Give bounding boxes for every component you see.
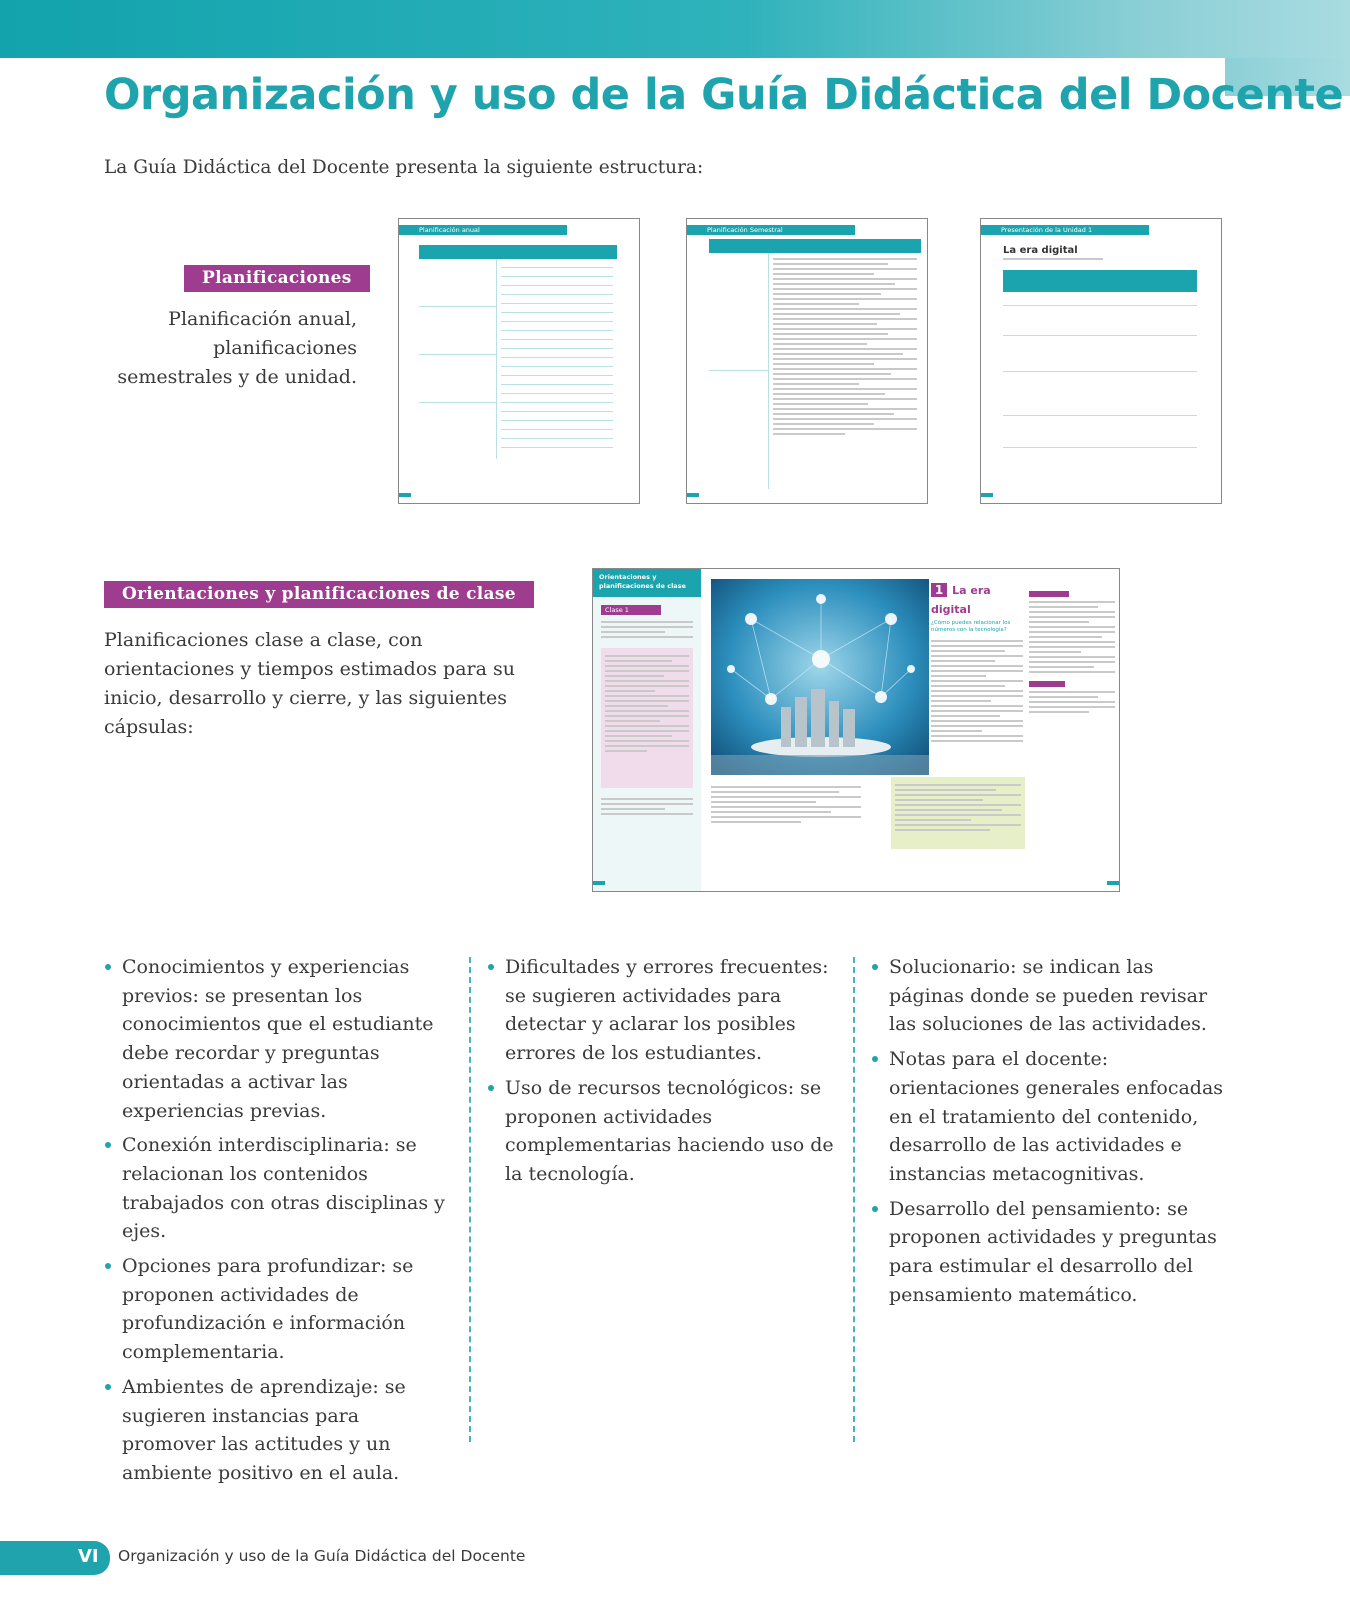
bullet-dificultades-errores: Dificultades y errores frecuentes: se sugieren actividades para detectar y aclarar los posibles errores de los estudiantes.: [487, 953, 837, 1068]
column-divider-2: [853, 957, 855, 1442]
thumbnail-presentacion-unidad: [980, 218, 1222, 504]
bullet-column-1: [104, 953, 454, 1494]
spread-right-column: [1029, 591, 1115, 716]
thumbnail-title: Presentación de la Unidad 1: [981, 225, 1149, 235]
planificaciones-description: Planificación anual, planificaciones semestrales y de unidad.: [117, 308, 357, 388]
spread-unit-heading: [931, 579, 1023, 745]
page-number: VI: [78, 1546, 99, 1567]
bullet-column-3: [871, 953, 1226, 1315]
page-title: Organización y uso de la Guía Didáctica del Docente: [104, 70, 1344, 120]
bullet-solucionario: Solucionario: se indican las páginas donde se pueden revisar las soluciones de las actividades.: [871, 953, 1226, 1039]
planificaciones-badge: Planificaciones: [184, 265, 370, 292]
spread-left-column: [593, 569, 701, 892]
orientaciones-description: Planificaciones clase a clase, con orientaciones y tiempos estimados para su inicio, desarrollo y cierre, y las siguientes cápsulas:: [104, 629, 515, 738]
spread-teacher-note: [891, 777, 1025, 849]
thumbnail-table-header: [419, 245, 617, 259]
thumbnail-planificacion-semestral: [686, 218, 928, 504]
spread-bottom-left-text: [711, 783, 861, 826]
bullet-opciones-profundizar: Opciones para profundizar: se proponen actividades de profundización e información complementaria.: [104, 1252, 454, 1367]
footer-title: Organización y uso de la Guía Didáctica del Docente: [118, 1547, 526, 1565]
spread-left-header: Orientaciones y planificaciones de clase: [593, 569, 701, 597]
column-divider-1: [469, 957, 471, 1442]
thumbnail-planificacion-anual: [398, 218, 640, 504]
unit-title: La era digital: [931, 584, 991, 616]
thumbnail-title: Planificación Semestral: [687, 225, 855, 235]
orientaciones-badge: Orientaciones y planificaciones de clase: [104, 581, 534, 608]
intro-text: La Guía Didáctica del Docente presenta la siguiente estructura:: [104, 157, 704, 178]
unit-question: ¿Cómo puedes relacionar los números con la tecnología?: [931, 620, 1011, 633]
bullet-ambientes-aprendizaje: Ambientes de aprendizaje: se sugieren instancias para promover las actitudes y un ambiente positivo en el aula.: [104, 1373, 454, 1488]
spread-class-label: Clase 1: [601, 605, 661, 615]
top-color-band: [0, 0, 1350, 58]
bullet-column-2: [487, 953, 837, 1195]
bullet-conocimientos-previos: Conocimientos y experiencias previos: se presentan los conocimientos que el estudiante debe recordar y preguntas orientadas a activar las experiencias previas.: [104, 953, 454, 1125]
spread-tech-image: [711, 579, 929, 775]
thumbnail-title: Planificación anual: [399, 225, 567, 235]
unit-number: 1: [931, 583, 947, 597]
thumbnail-subtitle: La era digital: [1003, 245, 1078, 256]
bullet-recursos-tecnologicos: Uso de recursos tecnológicos: se proponen actividades complementarias haciendo uso de la tecnología.: [487, 1074, 837, 1189]
network-illustration: [711, 579, 929, 775]
bullet-notas-docente: Notas para el docente: orientaciones generales enfocadas en el tratamiento del contenido, desarrollo de las actividades e instancias metacognitivas.: [871, 1045, 1226, 1189]
sample-page-spread: [592, 568, 1120, 892]
bullet-conexion-interdisciplinaria: Conexión interdisciplinaria: se relacionan los contenidos trabajados con otras disciplinas y ejes.: [104, 1131, 454, 1246]
bullet-desarrollo-pensamiento: Desarrollo del pensamiento: se proponen actividades y preguntas para estimular el desarrollo del pensamiento matemático.: [871, 1195, 1226, 1310]
